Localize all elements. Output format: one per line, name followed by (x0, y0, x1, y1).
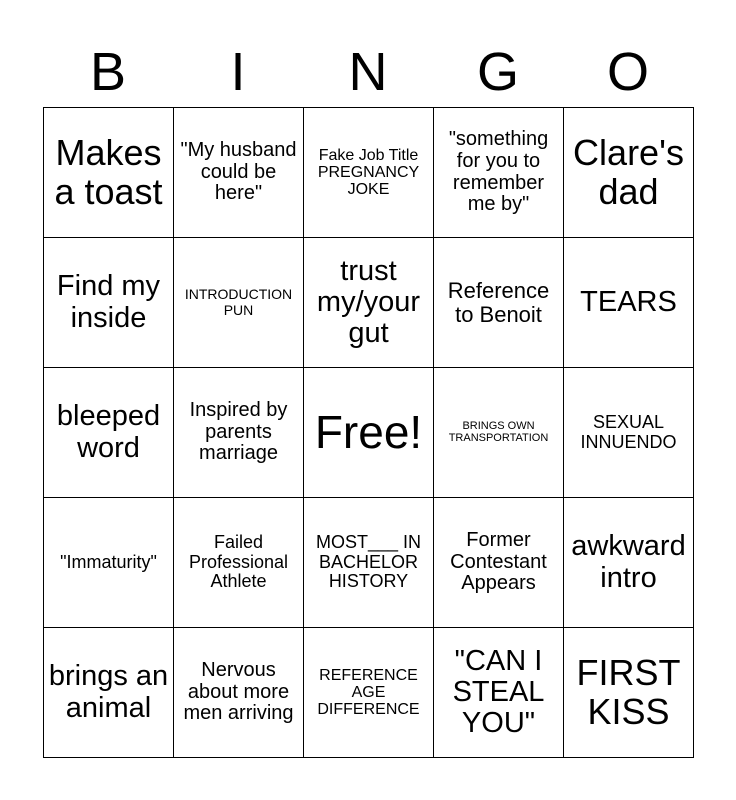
header-letter-i: I (230, 42, 246, 102)
bingo-cell-r1-c5[interactable]: Clare's dad (564, 108, 694, 238)
bingo-cell-r4-c1[interactable]: "Immaturity" (44, 498, 174, 628)
bingo-cell-r1-c3[interactable]: Fake Job Title PREGNANCY JOKE (304, 108, 434, 238)
bingo-cell-r5-c2[interactable]: Nervous about more men arriving (174, 628, 304, 758)
bingo-cell-r4-c4[interactable]: Former Contestant Appears (434, 498, 564, 628)
bingo-cell-r2-c3[interactable]: trust my/your gut (304, 238, 434, 368)
bingo-cell-r4-c5[interactable]: awkward intro (564, 498, 694, 628)
bingo-cell-r2-c4[interactable]: Reference to Benoit (434, 238, 564, 368)
bingo-cell-r1-c2[interactable]: "My husband could be here" (174, 108, 304, 238)
bingo-header (43, 40, 693, 104)
bingo-cell-r2-c5[interactable]: TEARS (564, 238, 694, 368)
bingo-cell-r2-c2[interactable]: INTRODUCTION PUN (174, 238, 304, 368)
bingo-cell-r2-c1[interactable]: Find my inside (44, 238, 174, 368)
bingo-cell-r5-c3[interactable]: REFERENCE AGE DIFFERENCE (304, 628, 434, 758)
bingo-cell-r5-c5[interactable]: FIRST KISS (564, 628, 694, 758)
header-letter-b: B (89, 42, 127, 102)
bingo-cell-r5-c4[interactable]: "CAN I STEAL YOU" (434, 628, 564, 758)
header-letter-n: N (348, 42, 388, 102)
bingo-cell-r5-c1[interactable]: brings an animal (44, 628, 174, 758)
bingo-cell-r1-c4[interactable]: "something for you to remember me by" (434, 108, 564, 238)
bingo-cell-free[interactable]: Free! (304, 368, 434, 498)
bingo-cell-r3-c4[interactable]: BRINGS OWN TRANSPORTATION (434, 368, 564, 498)
bingo-cell-r3-c5[interactable]: SEXUAL INNUENDO (564, 368, 694, 498)
bingo-cell-r1-c1[interactable]: Makes a toast (44, 108, 174, 238)
bingo-cell-r4-c2[interactable]: Failed Professional Athlete (174, 498, 304, 628)
header-letter-o: O (606, 42, 649, 102)
bingo-cell-r4-c3[interactable]: MOST___ IN BACHELOR HISTORY (304, 498, 434, 628)
header-letter-g: G (476, 42, 519, 102)
bingo-board (43, 107, 694, 758)
bingo-cell-r3-c1[interactable]: bleeped word (44, 368, 174, 498)
bingo-cell-r3-c2[interactable]: Inspired by parents marriage (174, 368, 304, 498)
